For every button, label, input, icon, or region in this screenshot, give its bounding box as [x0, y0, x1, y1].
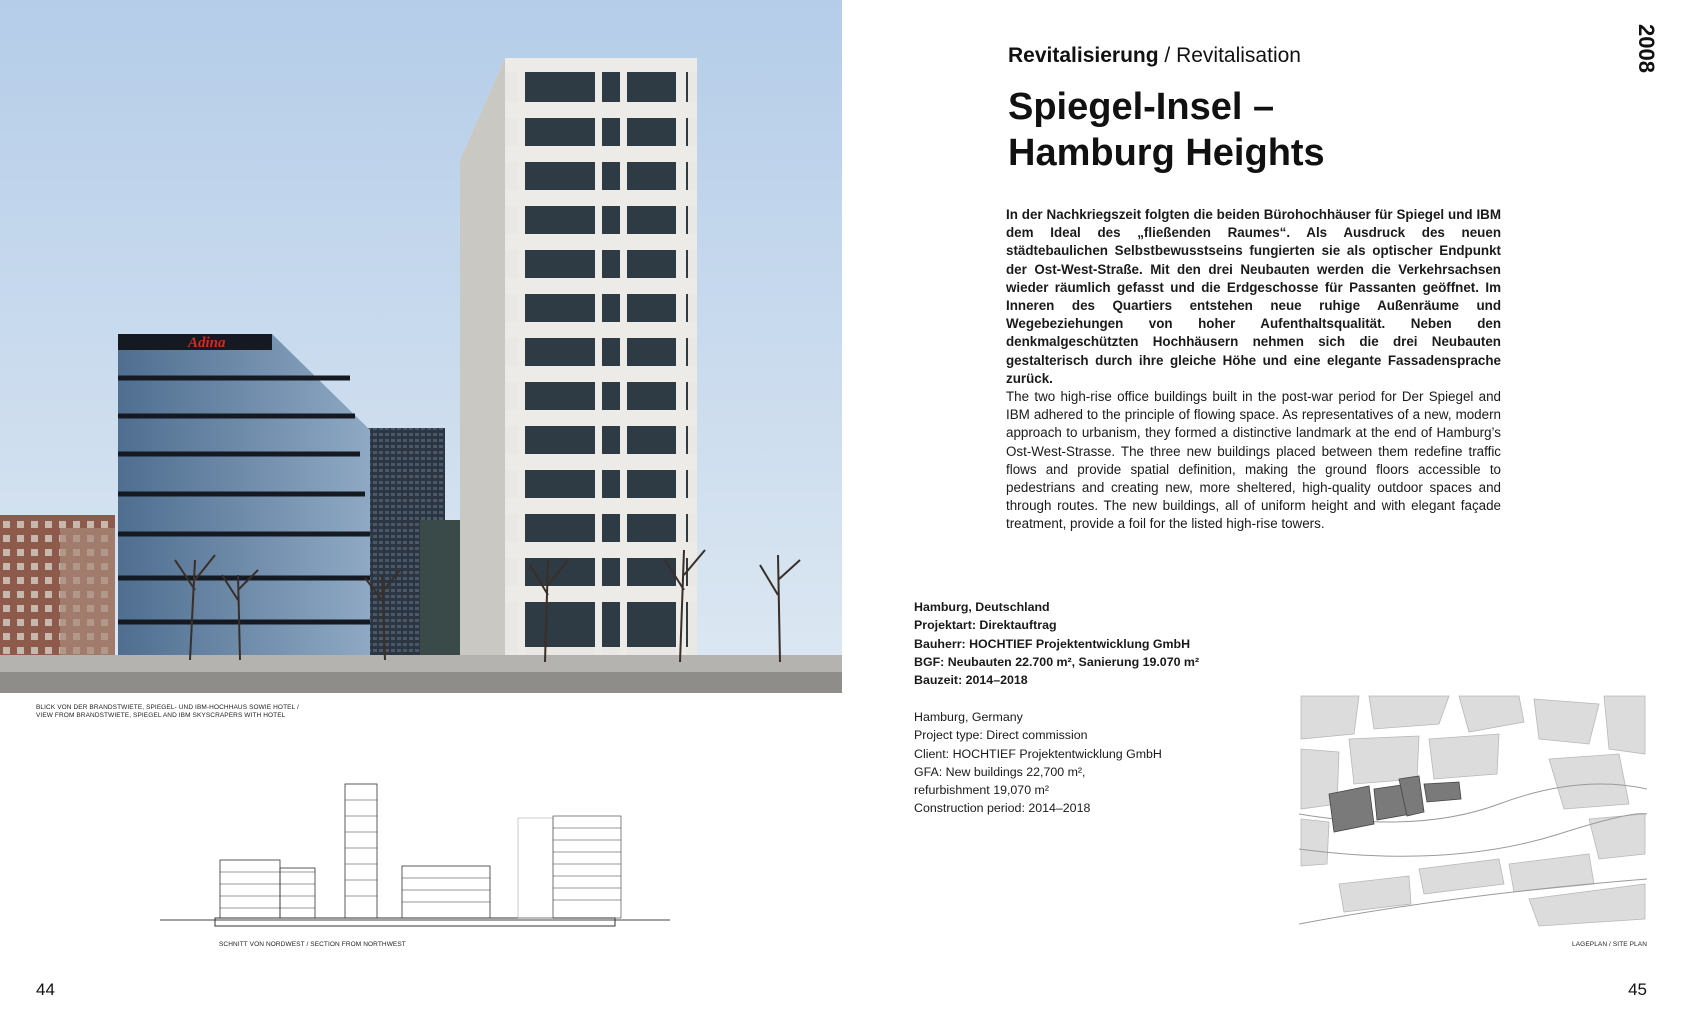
photo-caption-line-2: VIEW FROM BRANDSTWIETE, SPIEGEL AND IBM SKYSCRAPERS WITH HOTEL	[36, 711, 286, 719]
right-page	[842, 0, 1683, 1024]
title-line-2: Hamburg Heights	[1008, 132, 1325, 174]
fact-en-location: Hamburg, Germany	[914, 710, 1023, 724]
fact-de-period: Bauzeit: 2014–2018	[914, 673, 1028, 688]
fact-de-area: BGF: Neubauten 22.700 m², Sanierung 19.070 m²	[914, 654, 1200, 669]
fact-de-type: Projektart: Direktauftrag	[914, 618, 1057, 633]
photo-caption	[36, 704, 299, 719]
title-line-1: Spiegel-Insel –	[1008, 86, 1275, 128]
project-facts-de	[914, 598, 1274, 689]
kicker-de: Revitalisierung	[1008, 44, 1159, 67]
fact-de-location: Hamburg, Deutschland	[914, 600, 1050, 614]
fact-de-client: Bauherr: HOCHTIEF Projektentwicklung GmbH	[914, 636, 1191, 651]
page-number-left: 44	[36, 980, 55, 999]
page-title	[1008, 84, 1468, 176]
year-label: 2008	[1634, 24, 1659, 73]
photo-caption-line-1: BLICK VON DER BRANDSTWIETE, SPIEGEL- UND IBM-HOCHHAUS SOWIE HOTEL /	[36, 704, 299, 711]
body-text-en: The two high-rise office buildings built in the post-war period for Der Spiegel and IBM adhered to the principle of flowing space. As representatives of a new, modern approach to urbanism, they formed a distinctive landmark at the end of Hamburg’s Ost-West-Strasse. The three new buildings placed between them redefine traffic flows and provide spatial definition, making the ground floors accessible to pedestrians and creating new, more sheltered, high-quality outdoor spaces and through routes. The new buildings, all of uniform height and with elegant façade treatment, provide a foil for the listed high-rise towers.	[1006, 389, 1501, 532]
kicker-en: Revitalisation	[1176, 44, 1301, 67]
page-number-right: 45	[1628, 980, 1647, 999]
fact-en-area-cont: refurbishment 19,070 m²	[914, 783, 1049, 798]
section-kicker	[1008, 44, 1301, 68]
fact-en-period: Construction period: 2014–2018	[914, 801, 1091, 816]
siteplan-caption: LAGEPLAN / SITE PLAN	[1572, 941, 1647, 948]
building-photo	[0, 0, 842, 693]
project-facts-en	[914, 708, 1274, 818]
kicker-separator: /	[1158, 44, 1177, 67]
site-plan-drawing	[1299, 694, 1647, 932]
fact-en-area: GFA: New buildings 22,700 m²,	[914, 764, 1086, 779]
section-drawing	[160, 780, 670, 935]
section-caption: SCHNITT VON NORDWEST / SECTION FROM NORTHWEST	[219, 941, 406, 948]
hotel-sign: Adina	[188, 335, 226, 351]
body-text-de: In der Nachkriegszeit folgten die beiden Bürohochhäuser für Spiegel und IBM dem Ideal des „fließenden Raumes“. Als Ausdruck des neuen städtebaulichen Selbstbewusstseins fungierten sie als optischer Endpunkt der Ost-West-Straße. Mit den drei Neubauten werden die Verkehrsachsen wieder räumlich gefasst und die Erdgeschosse für Passanten geöffnet. Im Inneren des Quartiers entstehen neue ruhige Außenräume und Wegebeziehungen von hoher Aufenthaltsqualität. Neben den denkmalgeschützten Hochhäusern nehmen sich die drei Neubauten gestalterisch durch ihre gleiche Höhe und eine elegante Fassadensprache zurück.	[1006, 207, 1501, 386]
fact-en-client: Client: HOCHTIEF Projektentwicklung GmbH	[914, 746, 1162, 761]
fact-en-type: Project type: Direct commission	[914, 728, 1088, 743]
